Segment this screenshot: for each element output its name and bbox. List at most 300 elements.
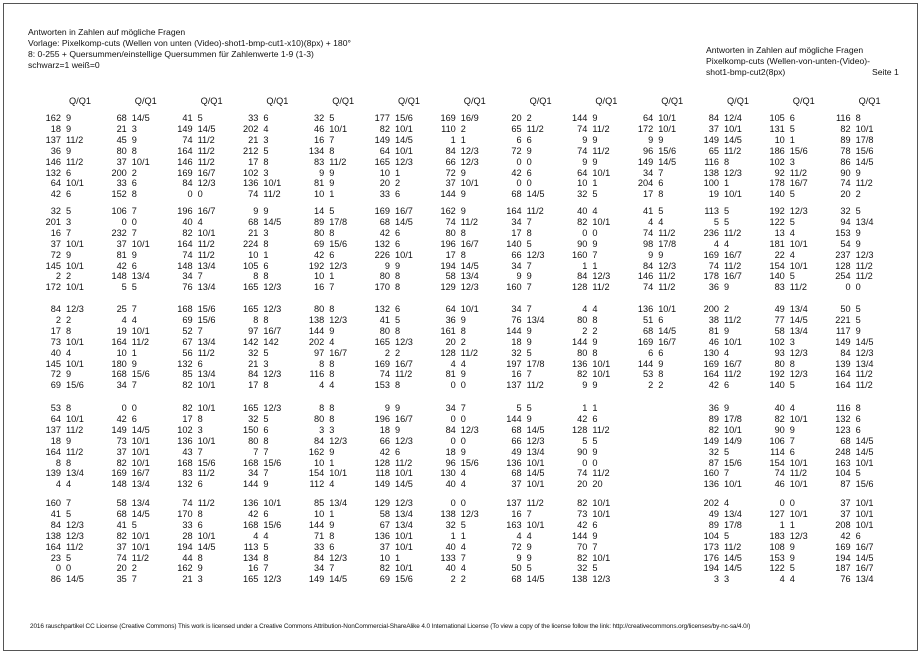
cell-quersumme: 9 bbox=[855, 227, 861, 238]
cell-value: 226 bbox=[374, 249, 390, 260]
cell-quersumme: 14/5 bbox=[526, 424, 545, 435]
cell-value: 76 bbox=[840, 574, 851, 585]
cell-value: 128 bbox=[572, 424, 588, 435]
cell-quersumme: 15/6 bbox=[724, 457, 742, 468]
cell-quersumme: 7 bbox=[131, 574, 137, 585]
cell-quersumme: 1 bbox=[395, 552, 401, 563]
cell-value: 1 bbox=[450, 530, 456, 541]
cell-quersumme: 14/5 bbox=[131, 508, 150, 519]
cell-value: 16 bbox=[313, 134, 325, 145]
cell-value: 33 bbox=[248, 113, 259, 123]
cell-value: 8 bbox=[319, 358, 325, 369]
cell-value: 200 bbox=[703, 304, 719, 314]
cell-quersumme: 5 bbox=[526, 563, 532, 574]
cell-value: 87 bbox=[840, 479, 851, 490]
cell-value: 72 bbox=[50, 249, 61, 260]
column-header: Q/Q1 bbox=[134, 96, 157, 106]
cell-quersumme: 5 bbox=[592, 189, 598, 200]
cell-quersumme: 10/1 bbox=[592, 552, 611, 563]
cell-value: 84 bbox=[248, 369, 259, 380]
cell-quersumme: 12/3 bbox=[592, 271, 611, 282]
cell-value: 9 bbox=[253, 206, 259, 216]
cell-value: 164 bbox=[835, 380, 851, 391]
cell-quersumme: 5 bbox=[526, 347, 532, 358]
cell-quersumme: 15/6 bbox=[789, 145, 808, 156]
cell-value: 138 bbox=[440, 508, 456, 519]
cell-quersumme: 11/2 bbox=[197, 238, 215, 249]
cell-value: 0 bbox=[516, 156, 522, 167]
cell-quersumme: 12/3 bbox=[789, 206, 808, 216]
cell-value: 89 bbox=[840, 134, 851, 145]
cell-value: 102 bbox=[243, 167, 259, 178]
cell-value: 181 bbox=[769, 238, 785, 249]
cell-quersumme: 13/4 bbox=[855, 358, 874, 369]
cell-value: 19 bbox=[116, 325, 127, 336]
cell-quersumme: 9 bbox=[526, 145, 532, 156]
cell-value: 169 bbox=[835, 541, 851, 552]
cell-quersumme: 10/1 bbox=[592, 167, 611, 178]
cell-value: 137 bbox=[45, 134, 61, 145]
cell-quersumme: 5 bbox=[526, 238, 532, 249]
cell-value: 37 bbox=[511, 479, 522, 490]
cell-value: 118 bbox=[375, 468, 390, 479]
cell-quersumme: 8 bbox=[395, 380, 401, 391]
cell-quersumme: 4 bbox=[789, 574, 795, 585]
cell-quersumme: 16/7 bbox=[460, 238, 479, 249]
cell-quersumme: 9 bbox=[592, 238, 598, 249]
cell-value: 80 bbox=[577, 347, 588, 358]
cell-quersumme: 8 bbox=[724, 156, 730, 167]
cell-value: 9 bbox=[319, 167, 325, 178]
cell-value: 80 bbox=[313, 227, 325, 238]
header-right-source-1: Pixelkomp-cuts (Wellen-von-unten-(Video)- bbox=[706, 56, 870, 66]
cell-quersumme: 10/1 bbox=[131, 457, 150, 468]
cell-value: 82 bbox=[577, 216, 588, 227]
cell-value: 0 bbox=[450, 498, 456, 508]
cell-quersumme: 7 bbox=[526, 304, 532, 314]
cell-quersumme: 10/1 bbox=[855, 123, 874, 134]
cell-value: 76 bbox=[511, 314, 522, 325]
cell-quersumme: 16/7 bbox=[395, 206, 413, 216]
cell-value: 76 bbox=[182, 282, 193, 293]
cell-value: 149 bbox=[177, 123, 193, 134]
cell-value: 21 bbox=[248, 134, 259, 145]
cell-quersumme: 8 bbox=[329, 403, 335, 413]
cell-value: 232 bbox=[111, 227, 127, 238]
cell-quersumme: 10/1 bbox=[526, 479, 545, 490]
cell-quersumme: 3 bbox=[724, 574, 730, 585]
cell-quersumme: 0 bbox=[131, 403, 137, 413]
cell-value: 41 bbox=[379, 314, 390, 325]
cell-value: 82 bbox=[840, 123, 851, 134]
cell-value: 187 bbox=[835, 563, 851, 574]
cell-quersumme: 4 bbox=[724, 498, 730, 508]
cell-quersumme: 6 bbox=[395, 238, 401, 249]
cell-value: 169 bbox=[703, 358, 719, 369]
cell-value: 161 bbox=[440, 325, 456, 336]
cell-value: 1 bbox=[779, 519, 785, 530]
column-header: Q/Q1 bbox=[69, 96, 91, 106]
cell-value: 97 bbox=[248, 325, 259, 336]
cell-value: 64 bbox=[379, 145, 390, 156]
cell-quersumme: 12/3 bbox=[658, 260, 677, 271]
cell-quersumme: 5 bbox=[724, 530, 730, 541]
cell-value: 10 bbox=[774, 134, 785, 145]
cell-value: 200 bbox=[111, 167, 127, 178]
cell-value: 42 bbox=[248, 508, 259, 519]
cell-quersumme: 12/3 bbox=[329, 435, 348, 446]
cell-quersumme: 13/4 bbox=[395, 508, 413, 519]
cell-value: 74 bbox=[182, 134, 193, 145]
cell-value: 80 bbox=[313, 304, 325, 314]
cell-quersumme: 6 bbox=[263, 260, 269, 271]
cell-value: 68 bbox=[511, 424, 522, 435]
cell-value: 42 bbox=[577, 413, 588, 424]
cell-value: 138 bbox=[572, 574, 588, 585]
cell-quersumme: 4 bbox=[131, 314, 137, 325]
cell-value: 164 bbox=[506, 206, 522, 216]
cell-quersumme: 9 bbox=[395, 403, 401, 413]
cell-quersumme: 12/3 bbox=[395, 435, 413, 446]
cell-value: 236 bbox=[703, 227, 719, 238]
cell-value: 154 bbox=[769, 260, 785, 271]
cell-value: 136 bbox=[243, 178, 259, 189]
cell-value: 43 bbox=[182, 446, 193, 457]
column-header: Q/Q1 bbox=[398, 96, 420, 106]
cell-value: 21 bbox=[248, 227, 259, 238]
cell-value: 21 bbox=[116, 123, 127, 134]
cell-quersumme: 7 bbox=[526, 260, 532, 271]
cell-value: 58 bbox=[116, 498, 127, 508]
cell-quersumme: 8 bbox=[855, 113, 861, 123]
cell-value: 83 bbox=[313, 156, 325, 167]
cell-quersumme: 8 bbox=[395, 282, 401, 293]
cell-value: 33 bbox=[313, 541, 325, 552]
cell-value: 68 bbox=[642, 325, 654, 336]
cell-quersumme: 9 bbox=[329, 519, 335, 530]
cell-quersumme: 5 bbox=[789, 563, 795, 574]
cell-value: 165 bbox=[374, 156, 390, 167]
cell-quersumme: 8 bbox=[197, 552, 203, 563]
cell-value: 85 bbox=[313, 498, 325, 508]
cell-quersumme: 15/6 bbox=[329, 238, 348, 249]
cell-value: 129 bbox=[374, 498, 390, 508]
cell-value: 169 bbox=[440, 113, 456, 123]
cell-value: 84 bbox=[50, 304, 61, 314]
cell-value: 173 bbox=[703, 541, 719, 552]
cell-value: 183 bbox=[769, 530, 785, 541]
cell-value: 192 bbox=[769, 206, 785, 216]
cell-quersumme: 4 bbox=[329, 380, 335, 391]
cell-quersumme: 10/1 bbox=[592, 216, 611, 227]
cell-value: 93 bbox=[774, 347, 785, 358]
cell-value: 139 bbox=[45, 468, 61, 479]
cell-quersumme: 9 bbox=[66, 113, 72, 123]
cell-quersumme: 7 bbox=[658, 167, 664, 178]
cell-quersumme: 5 bbox=[855, 206, 861, 216]
cell-quersumme: 3 bbox=[131, 123, 137, 134]
cell-quersumme: 15/6 bbox=[66, 380, 84, 391]
cell-value: 4 bbox=[319, 380, 325, 391]
cell-quersumme: 16/7 bbox=[855, 541, 874, 552]
cell-quersumme: 5 bbox=[855, 468, 861, 479]
cell-value: 149 bbox=[703, 435, 719, 446]
cell-quersumme: 13/4 bbox=[66, 468, 84, 479]
cell-value: 138 bbox=[308, 314, 325, 325]
cell-value: 81 bbox=[708, 325, 719, 336]
cell-value: 178 bbox=[769, 178, 785, 189]
cell-value: 74 bbox=[577, 123, 588, 134]
column-header: Q/Q1 bbox=[595, 96, 618, 106]
cell-quersumme: 3 bbox=[197, 574, 203, 585]
cell-value: 68 bbox=[248, 216, 259, 227]
cell-quersumme: 7 bbox=[724, 468, 730, 479]
cell-value: 0 bbox=[845, 282, 851, 293]
cell-value: 50 bbox=[840, 304, 851, 314]
cell-value: 34 bbox=[116, 380, 127, 391]
cell-value: 68 bbox=[116, 508, 127, 519]
cell-value: 116 bbox=[309, 369, 325, 380]
cell-quersumme: 7 bbox=[197, 271, 203, 282]
cell-quersumme: 2 bbox=[66, 271, 72, 282]
cell-quersumme: 4 bbox=[263, 123, 269, 134]
cell-value: 84 bbox=[840, 347, 851, 358]
cell-quersumme: 7 bbox=[131, 206, 137, 216]
cell-quersumme: 14/5 bbox=[131, 113, 150, 123]
cell-quersumme: 9 bbox=[460, 189, 466, 200]
cell-quersumme: 6 bbox=[263, 508, 269, 519]
cell-quersumme: 9 bbox=[526, 336, 532, 347]
cell-value: 144 bbox=[572, 530, 588, 541]
cell-quersumme: 5 bbox=[526, 403, 532, 413]
column-header: Q/Q1 bbox=[661, 96, 684, 106]
cell-quersumme: 10/1 bbox=[592, 369, 611, 380]
cell-quersumme: 7 bbox=[526, 282, 532, 293]
cell-quersumme: 9 bbox=[131, 249, 137, 260]
cell-quersumme: 6 bbox=[329, 541, 335, 552]
cell-value: 132 bbox=[374, 304, 390, 314]
cell-value: 169 bbox=[111, 468, 127, 479]
cell-quersumme: 12/3 bbox=[789, 530, 808, 541]
cell-quersumme: 17/8 bbox=[526, 358, 545, 369]
cell-value: 0 bbox=[582, 227, 588, 238]
cell-value: 82 bbox=[116, 530, 127, 541]
cell-quersumme: 0 bbox=[66, 563, 72, 574]
cell-value: 9 bbox=[582, 380, 588, 391]
cell-value: 154 bbox=[769, 457, 785, 468]
column-header: Q/Q1 bbox=[266, 96, 289, 106]
cell-value: 72 bbox=[511, 541, 522, 552]
cell-quersumme: 13/4 bbox=[526, 314, 545, 325]
cell-quersumme: 16/7 bbox=[197, 206, 216, 216]
cell-quersumme: 11/2 bbox=[855, 260, 873, 271]
cell-quersumme: 2 bbox=[131, 563, 137, 574]
cell-quersumme: 10/1 bbox=[592, 358, 611, 369]
cell-value: 194 bbox=[440, 260, 456, 271]
cell-value: 34 bbox=[511, 304, 522, 314]
cell-quersumme: 7 bbox=[460, 403, 466, 413]
cell-quersumme: 14/5 bbox=[66, 574, 84, 585]
cell-value: 149 bbox=[637, 156, 654, 167]
cell-value: 123 bbox=[835, 424, 851, 435]
cell-quersumme: 6 bbox=[526, 134, 532, 145]
cell-value: 197 bbox=[506, 358, 522, 369]
cell-value: 81 bbox=[313, 178, 325, 189]
cell-quersumme: 8 bbox=[789, 358, 795, 369]
cell-value: 87 bbox=[708, 457, 719, 468]
cell-quersumme: 5 bbox=[724, 216, 730, 227]
cell-quersumme: 14/5 bbox=[197, 541, 216, 552]
cell-value: 145 bbox=[45, 260, 61, 271]
cell-quersumme: 0 bbox=[131, 216, 137, 227]
cell-value: 68 bbox=[511, 574, 522, 585]
cell-quersumme: 15/6 bbox=[197, 304, 216, 314]
cell-quersumme: 11/2 bbox=[789, 282, 807, 293]
cell-quersumme: 11/2 bbox=[855, 271, 873, 282]
cell-value: 192 bbox=[308, 260, 325, 271]
cell-value: 74 bbox=[774, 468, 785, 479]
cell-value: 4 bbox=[450, 358, 456, 369]
cell-quersumme: 6 bbox=[131, 260, 137, 271]
cell-quersumme: 7 bbox=[263, 563, 269, 574]
cell-quersumme: 12/3 bbox=[329, 552, 348, 563]
cell-value: 74 bbox=[577, 145, 588, 156]
cell-quersumme: 2 bbox=[395, 347, 401, 358]
cell-value: 37 bbox=[840, 498, 851, 508]
cell-value: 139 bbox=[835, 358, 851, 369]
cell-quersumme: 13/4 bbox=[131, 498, 150, 508]
cell-quersumme: 9 bbox=[131, 358, 137, 369]
cell-quersumme: 9 bbox=[66, 249, 72, 260]
cell-value: 145 bbox=[45, 358, 61, 369]
cell-value: 9 bbox=[516, 552, 522, 563]
cell-quersumme: 142 bbox=[263, 336, 279, 347]
cell-value: 83 bbox=[182, 468, 193, 479]
cell-quersumme: 9 bbox=[197, 563, 203, 574]
cell-quersumme: 7 bbox=[197, 325, 203, 336]
cell-quersumme: 7 bbox=[329, 282, 335, 293]
cell-value: 49 bbox=[774, 304, 785, 314]
cell-value: 35 bbox=[116, 574, 127, 585]
cell-value: 46 bbox=[313, 123, 325, 134]
license-footer: 2016 rauschpartikel CC License (Creative Commons) This work is licensed under a Creative Commons Attribution-NonCommercial-ShareAlike 4.0 International License (To view a copy of the license follow the link: http://creativecommons.org/licenses/by-nc-sa/4.0/) bbox=[30, 623, 751, 630]
cell-value: 177 bbox=[374, 113, 390, 123]
cell-quersumme: 5 bbox=[329, 206, 335, 216]
header-left bbox=[28, 27, 351, 71]
cell-value: 74 bbox=[840, 178, 851, 189]
cell-quersumme: 6 bbox=[658, 314, 664, 325]
cell-quersumme: 12/3 bbox=[329, 260, 348, 271]
cell-value: 2 bbox=[648, 380, 654, 391]
cell-value: 154 bbox=[308, 468, 325, 479]
cell-quersumme: 11/2 bbox=[592, 282, 610, 293]
cell-value: 0 bbox=[450, 380, 456, 391]
cell-quersumme: 11/2 bbox=[460, 216, 478, 227]
cell-value: 37 bbox=[116, 156, 127, 167]
cell-quersumme: 7 bbox=[131, 304, 137, 314]
cell-value: 34 bbox=[511, 260, 522, 271]
cell-quersumme: 16/7 bbox=[131, 468, 150, 479]
cell-value: 64 bbox=[642, 113, 654, 123]
cell-value: 82 bbox=[116, 457, 127, 468]
header-right-source-2: shot1-bmp-cut2(8px) bbox=[706, 67, 786, 77]
cell-value: 40 bbox=[445, 479, 456, 490]
cell-quersumme: 10/1 bbox=[131, 325, 150, 336]
cell-value: 153 bbox=[835, 227, 851, 238]
cell-quersumme: 8 bbox=[592, 347, 598, 358]
cell-value: 32 bbox=[511, 347, 522, 358]
cell-value: 168 bbox=[177, 304, 193, 314]
cell-value: 37 bbox=[116, 541, 127, 552]
cell-value: 149 bbox=[374, 134, 390, 145]
cell-quersumme: 12/3 bbox=[66, 519, 84, 530]
cell-value: 5 bbox=[121, 282, 127, 293]
cell-quersumme: 8 bbox=[329, 145, 335, 156]
cell-quersumme: 10/1 bbox=[131, 541, 150, 552]
cell-quersumme: 11/2 bbox=[197, 498, 215, 508]
cell-value: 146 bbox=[637, 271, 654, 282]
cell-quersumme: 1 bbox=[460, 530, 466, 541]
cell-quersumme: 4 bbox=[329, 479, 335, 490]
cell-value: 0 bbox=[450, 435, 456, 446]
cell-value: 248 bbox=[835, 446, 851, 457]
cell-quersumme: 10/1 bbox=[263, 178, 282, 189]
cell-quersumme: 11/2 bbox=[789, 167, 807, 178]
cell-quersumme: 13/4 bbox=[197, 282, 216, 293]
cell-value: 32 bbox=[445, 519, 456, 530]
cell-value: 164 bbox=[45, 446, 61, 457]
cell-quersumme: 10/1 bbox=[789, 508, 808, 519]
header-right-title: Antworten in Zahlen auf mögliche Fragen bbox=[706, 45, 864, 55]
cell-quersumme: 8 bbox=[197, 413, 203, 424]
cell-value: 136 bbox=[637, 304, 654, 314]
cell-quersumme: 1 bbox=[329, 457, 335, 468]
cell-value: 130 bbox=[703, 347, 719, 358]
cell-value: 2 bbox=[582, 325, 588, 336]
cell-value: 50 bbox=[511, 563, 522, 574]
cell-value: 82 bbox=[577, 552, 588, 563]
cell-value: 68 bbox=[840, 435, 851, 446]
cell-quersumme: 11/2 bbox=[724, 314, 742, 325]
cell-quersumme: 6 bbox=[197, 519, 203, 530]
cell-value: 42 bbox=[577, 519, 588, 530]
cell-quersumme: 12/3 bbox=[460, 145, 479, 156]
cell-quersumme: 0 bbox=[197, 189, 203, 200]
cell-value: 69 bbox=[182, 314, 193, 325]
cell-value: 110 bbox=[441, 123, 456, 134]
cell-value: 102 bbox=[769, 336, 785, 347]
cell-value: 196 bbox=[374, 413, 390, 424]
cell-value: 168 bbox=[111, 369, 127, 380]
cell-value: 128 bbox=[572, 282, 588, 293]
cell-value: 13 bbox=[774, 227, 785, 238]
cell-value: 148 bbox=[111, 271, 127, 282]
cell-value: 42 bbox=[511, 167, 522, 178]
cell-quersumme: 2 bbox=[395, 178, 401, 189]
cell-value: 9 bbox=[384, 403, 390, 413]
cell-quersumme: 10/1 bbox=[724, 479, 742, 490]
cell-quersumme: 12/3 bbox=[329, 314, 348, 325]
cell-quersumme: 6 bbox=[131, 178, 137, 189]
cell-quersumme: 6 bbox=[66, 167, 72, 178]
cell-value: 32 bbox=[50, 206, 61, 216]
cell-value: 46 bbox=[708, 336, 719, 347]
cell-quersumme: 7 bbox=[197, 446, 203, 457]
cell-value: 113 bbox=[704, 206, 719, 216]
cell-value: 132 bbox=[835, 413, 851, 424]
cell-value: 162 bbox=[308, 446, 325, 457]
cell-value: 51 bbox=[642, 314, 654, 325]
